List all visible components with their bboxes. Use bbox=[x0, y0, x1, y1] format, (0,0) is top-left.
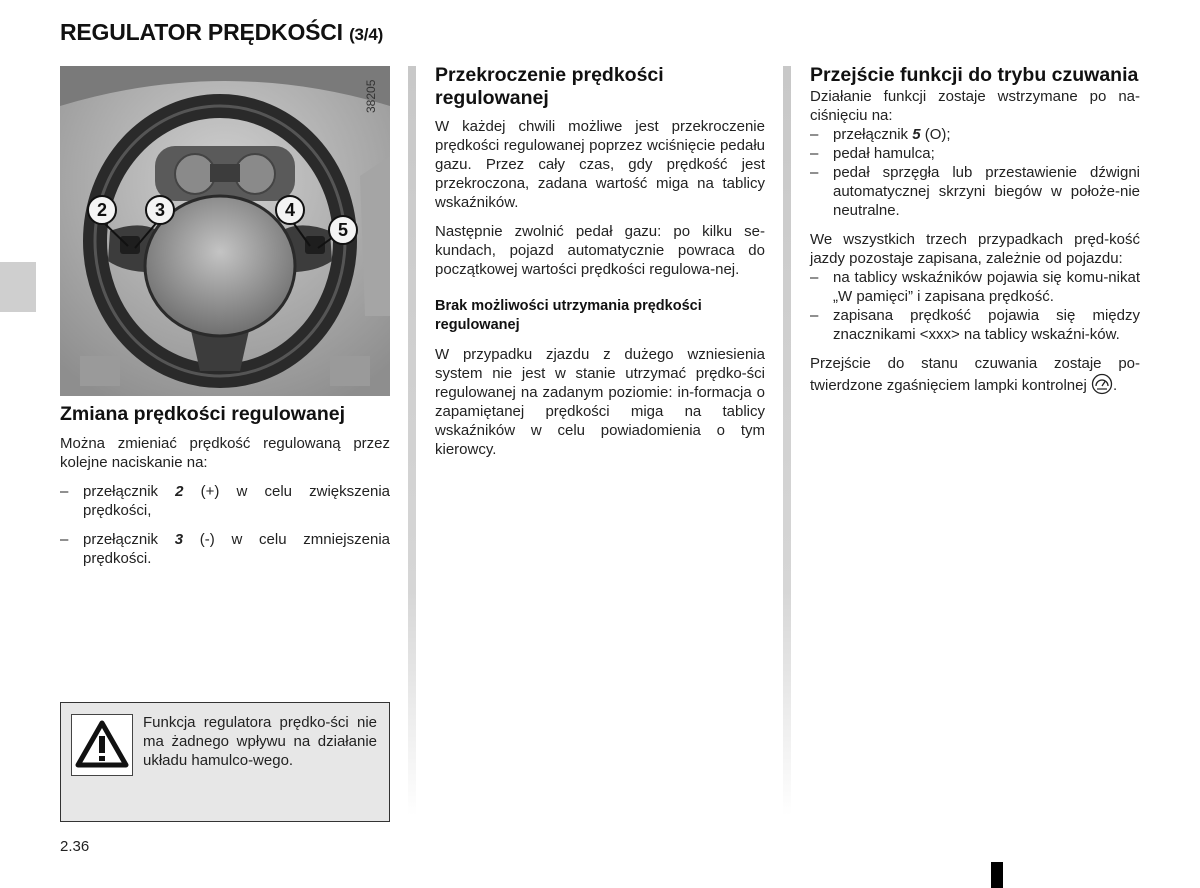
list-item: – przełącznik 3 (-) w celu zmniejszenia prędkości. bbox=[60, 530, 390, 568]
list-item: – przełącznik 2 (+) w celu zwiększenia prędkości, bbox=[60, 482, 390, 520]
page-title bbox=[60, 19, 383, 46]
warning-triangle-icon bbox=[71, 714, 133, 776]
column-divider bbox=[408, 66, 416, 816]
paragraph: Przejście do stanu czuwania zostaje po-twierdzone zgaśnięciem lampki kontrolnej . bbox=[810, 355, 1140, 394]
page-marker bbox=[991, 862, 1003, 888]
list bbox=[810, 268, 1140, 344]
column-2 bbox=[435, 64, 765, 459]
callout-4: 4 bbox=[275, 195, 305, 225]
list bbox=[60, 482, 390, 568]
warning-text: Funkcja regulatora prędko-ści nie ma żadnego wpływu na działanie układu hamulco-wego. bbox=[143, 714, 377, 769]
column-3 bbox=[810, 64, 1140, 395]
section-heading: Przejście funkcji do trybu czuwania bbox=[810, 64, 1139, 86]
paragraph: We wszystkich trzech przypadkach pręd-kość jazdy pozostaje zapisana, zależnie od pojazdu: bbox=[810, 231, 1140, 267]
paragraph: W przypadku zjazdu z dużego wzniesienia system nie jest w stanie utrzymać prędko-ści regulowanej na zadanym poziomie: in-formacja o zapamiętanej prędkości miga na tablicy wskaźników w celu powiadomienia o tym kierowcy. bbox=[435, 346, 765, 458]
page-number: 2.36 bbox=[60, 838, 90, 855]
warning-box bbox=[60, 702, 390, 822]
paragraph: Można zmieniać prędkość regulowaną przez kolejne naciskanie na: bbox=[60, 435, 390, 471]
chapter-tab bbox=[0, 262, 36, 312]
paragraph: W każdej chwili możliwe jest przekroczenie prędkości regulowanej poprzez wciśnięcie pedału gazu. Przez cały czas, gdy prędkość jest przekroczona, zadana wartość miga na tablicy wskaźników. bbox=[435, 118, 765, 211]
list-item: – pedał hamulca; bbox=[810, 144, 1140, 163]
list-item: – przełącznik 5 (O); bbox=[810, 125, 1140, 144]
paragraph: Działanie funkcji zostaje wstrzymane po na-ciśnięciu na: bbox=[810, 88, 1140, 124]
list-item: – pedał sprzęgła lub przestawienie dźwigni automatycznej skrzyni biegów w położe-nie neutralne. bbox=[810, 163, 1140, 220]
list-item: – na tablicy wskaźników pojawia się komu-nikat „W pamięci” i zapisana prędkość. bbox=[810, 268, 1140, 306]
figure-code: 38205 bbox=[364, 79, 378, 113]
callout-5: 5 bbox=[328, 215, 358, 245]
column-1 bbox=[60, 403, 390, 568]
paragraph: Następnie zwolnić pedał gazu: po kilku se-kundach, pojazd automatycznie powraca do początkowej wartości prędkości regulowa-nej. bbox=[435, 223, 765, 278]
callout-3: 3 bbox=[145, 195, 175, 225]
list bbox=[810, 125, 1140, 220]
section-heading: Zmiana prędkości regulowanej bbox=[60, 403, 345, 425]
cruise-control-lamp-icon bbox=[1091, 373, 1113, 395]
section-heading: Przekroczenie prędkości regulowanej bbox=[435, 64, 664, 109]
title-text: REGULATOR PRĘDKOŚCI bbox=[60, 19, 343, 45]
callout-2: 2 bbox=[87, 195, 117, 225]
title-part: (3/4) bbox=[349, 25, 384, 44]
steering-wheel-photo bbox=[60, 66, 390, 396]
column-divider bbox=[783, 66, 791, 816]
subheading: Brak możliwości utrzymania prędkości regulowanej bbox=[435, 298, 702, 333]
list-item: – zapisana prędkość pojawia się między znacznikami <xxx> na tablicy wskaźni-ków. bbox=[810, 306, 1140, 344]
